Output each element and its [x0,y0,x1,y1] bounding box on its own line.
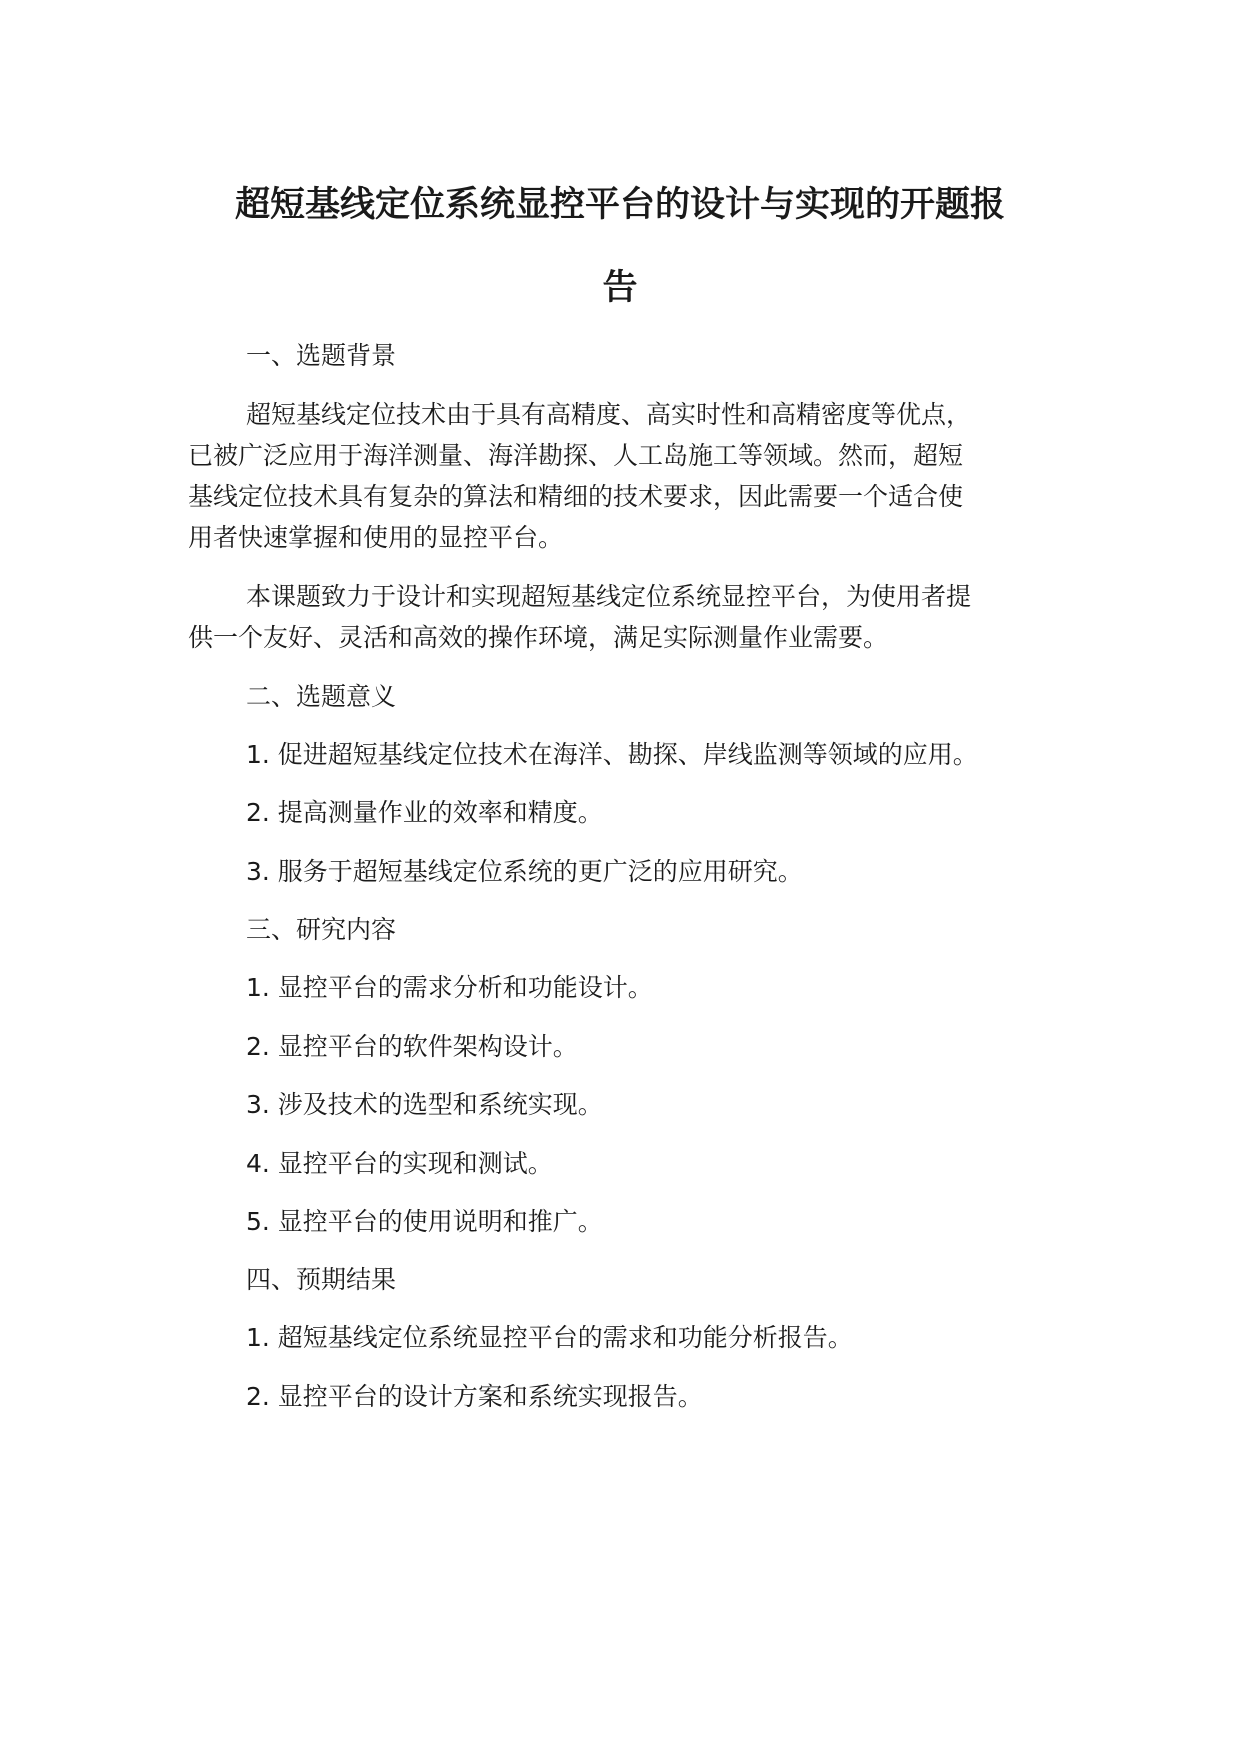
list-item: 2. 显控平台的设计方案和系统实现报告。 [246,1382,703,1411]
paragraph-line: 超短基线定位技术由于具有高精度、高实时性和高精密度等优点， [246,400,972,429]
list-item: 1. 超短基线定位系统显控平台的需求和功能分析报告。 [246,1323,853,1352]
section-heading-significance: 二、选题意义 [246,682,397,711]
list-item: 1. 促进超短基线定位技术在海洋、勘探、岸线监测等领域的应用。 [246,740,978,769]
list-item: 1. 显控平台的需求分析和功能设计。 [246,973,653,1002]
paragraph-line: 本课题致力于设计和实现超短基线定位系统显控平台，为使用者提 [246,582,972,611]
document-title-line-2: 告 [602,268,638,308]
paragraph-line: 用者快速掌握和使用的显控平台。 [188,523,564,552]
section-heading-background: 一、选题背景 [246,341,397,370]
section-heading-research-content: 三、研究内容 [246,915,397,944]
paragraph-line: 基线定位技术具有复杂的算法和精细的技术要求，因此需要一个适合使 [188,482,964,511]
paragraph-line: 供一个友好、灵活和高效的操作环境，满足实际测量作业需要。 [188,623,889,652]
list-item: 3. 服务于超短基线定位系统的更广泛的应用研究。 [246,857,803,886]
list-item: 4. 显控平台的实现和测试。 [246,1149,553,1178]
paragraph-line: 已被广泛应用于海洋测量、海洋勘探、人工岛施工等领域。然而，超短 [188,441,964,470]
list-item: 3. 涉及技术的选型和系统实现。 [246,1090,603,1119]
list-item: 2. 提高测量作业的效率和精度。 [246,798,603,827]
list-item: 5. 显控平台的使用说明和推广。 [246,1207,603,1236]
section-heading-expected-results: 四、预期结果 [246,1265,397,1294]
document-title-line-1: 超短基线定位系统显控平台的设计与实现的开题报 [234,185,1005,225]
list-item: 2. 显控平台的软件架构设计。 [246,1032,578,1061]
